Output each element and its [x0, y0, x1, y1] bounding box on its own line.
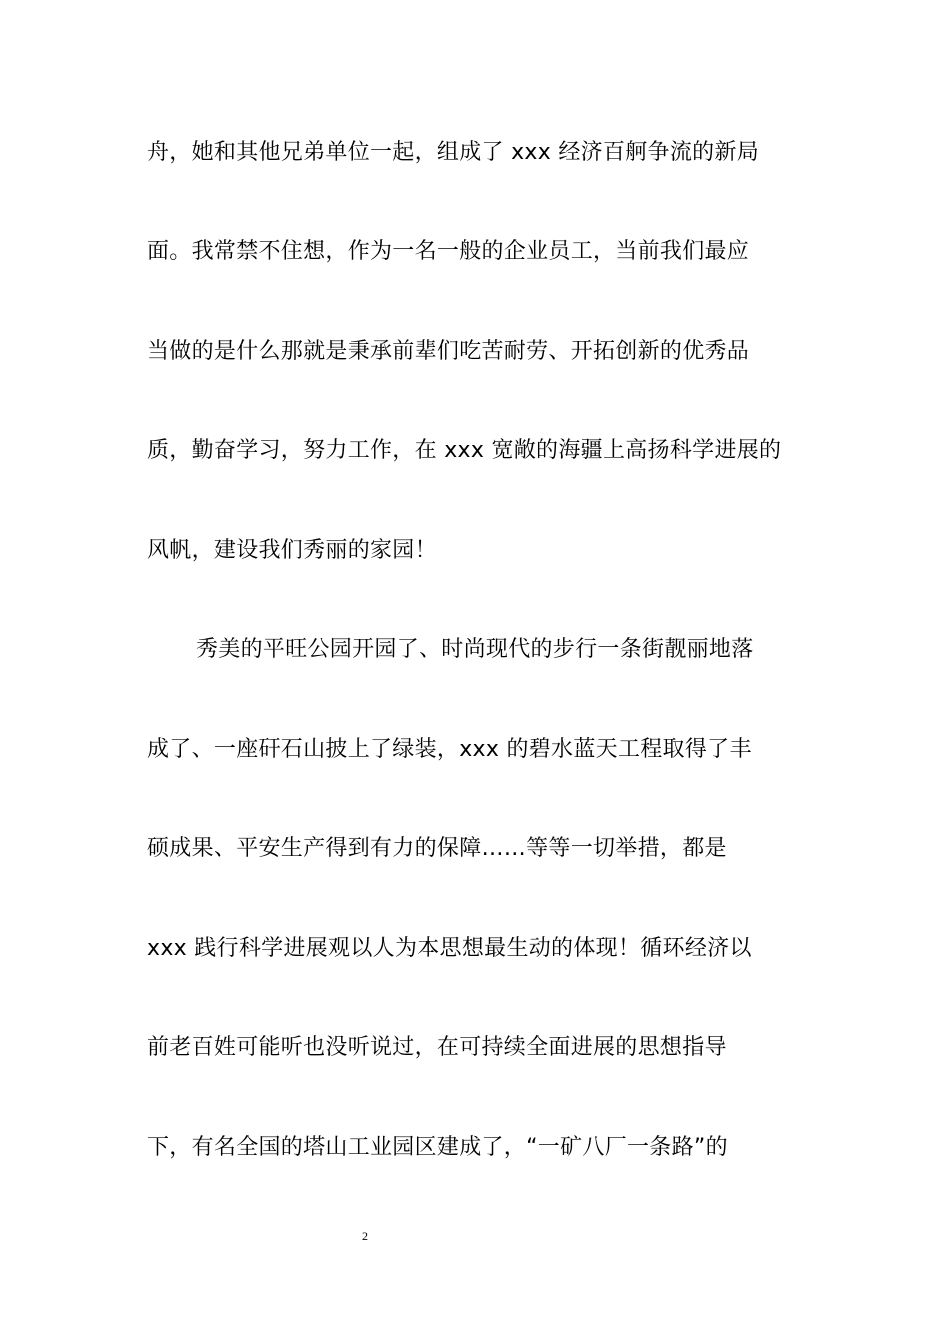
text-line: 风帆，建设我们秀丽的家园！ [147, 538, 437, 563]
text-line: 舟，她和其他兄弟单位一起，组成了 xxx 经济百舸争流的新局 [147, 140, 760, 165]
page-number: 2 [362, 1229, 368, 1243]
text-line: 当做的是什么那就是秉承前辈们吃苦耐劳、开拓创新的优秀品 [147, 339, 750, 364]
text-line: xxx 践行科学进展观以人为本思想最生动的体现！循环经济以 [147, 936, 752, 961]
paragraph-first-line: 秀美的平旺公园开园了、时尚现代的步行一条街靓丽地落 [196, 637, 754, 662]
text-line: 下，有名全国的塔山工业园区建成了，“一矿八厂一条路”的 [147, 1135, 728, 1160]
text-line: 前老百姓可能听也没听说过，在可持续全面进展的思想指导 [147, 1035, 727, 1060]
text-line: 质，勤奋学习，努力工作，在 xxx 宽敞的海疆上高扬科学进展的 [147, 438, 782, 463]
text-line: 硕成果、平安生产得到有力的保障……等等一切举措，都是 [147, 836, 727, 861]
text-line: 面。我常禁不住想，作为一名一般的企业员工，当前我们最应 [147, 239, 750, 264]
text-line: 成了、一座矸石山披上了绿装，xxx 的碧水蓝天工程取得了丰 [147, 737, 752, 762]
